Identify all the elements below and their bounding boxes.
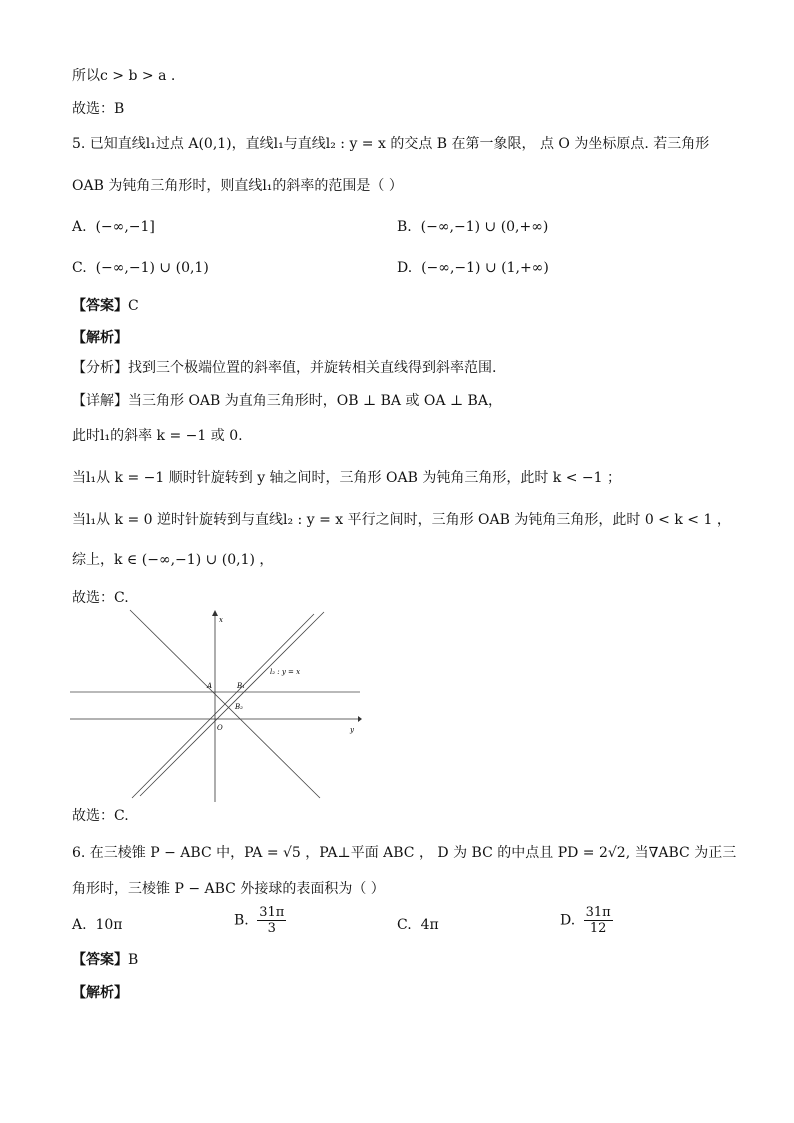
q5-select-1: 故选：C. bbox=[72, 590, 129, 606]
q6-stem-1: 6. 在三棱锥 P − ABC 中，PA = √5 ，PA⊥平面 ABC ， D 为 BC 的中点且 PD = 2√2, 当∇ABC 为正三 bbox=[72, 845, 737, 861]
q5-slope: 此时l₁的斜率 k = −1 或 0. bbox=[72, 428, 243, 444]
line-l2 bbox=[140, 612, 324, 796]
q5-case-2: 当l₁从 k = 0 逆时针旋转到与直线l₂ : y = x 平行之间时，三角形 OAB 为钝角三角形，此时 0 < k < 1 ， bbox=[72, 512, 731, 528]
q5-analysis: 【分析】找到三个极端位置的斜率值，并旋转相关直线得到斜率范围. bbox=[72, 360, 497, 376]
q5-stem-1: 5. 已知直线l₁过点 A(0,1)，直线l₁与直线l₂ : y = x 的交点 B 在第一象限， 点 O 为坐标原点. 若三角形 bbox=[72, 136, 710, 152]
choice-line: 故选：B bbox=[72, 101, 125, 117]
l2-label: l₂ : y = x bbox=[270, 668, 301, 676]
analysis-tag: 【解析】 bbox=[72, 330, 128, 346]
q5-summary: 综上，k ∈ (−∞,−1) ∪ (0,1) ， bbox=[72, 552, 274, 568]
q6-stem-2: 角形时，三棱锥 P − ABC 外接球的表面积为（ ） bbox=[72, 881, 385, 897]
q5-answer: 【答案】C bbox=[72, 298, 139, 314]
line-through-a bbox=[132, 614, 314, 798]
y-axis-arrow bbox=[212, 610, 218, 616]
q5-analysis-heading bbox=[72, 328, 128, 348]
q6-option-b: B. $\frac{31\pi}{3}$ bbox=[234, 905, 285, 936]
point-b1-label: B₁ bbox=[237, 682, 245, 690]
q6-answer: 【答案】B bbox=[72, 952, 139, 968]
q6-option-d: D. $\frac{31\pi}{12}$ bbox=[560, 905, 611, 936]
q6-option-b-fraction: $\frac{31\pi}{3}$ bbox=[259, 905, 285, 936]
q5-detail: 【详解】当三角形 OAB 为直角三角形时，OB ⊥ BA 或 OA ⊥ BA， bbox=[72, 393, 502, 409]
q6-analysis-heading bbox=[72, 983, 128, 1003]
q6-option-d-fraction: $\frac{31\pi}{12}$ bbox=[585, 905, 611, 936]
analysis-tag-q6: 【解析】 bbox=[72, 985, 128, 1001]
q5-stem-2: OAB 为钝角三角形时，则直线l₁的斜率的范围是（ ） bbox=[72, 178, 403, 194]
q6-option-c: C. 4π bbox=[397, 917, 439, 933]
x-axis-label: y bbox=[350, 726, 354, 734]
y-axis-label: x bbox=[219, 616, 223, 624]
q5-option-a: A. (−∞,−1] bbox=[72, 219, 155, 235]
q5-option-b: B. (−∞,−1) ∪ (0,+∞) bbox=[397, 219, 549, 235]
point-b2-label: B₂ bbox=[235, 703, 243, 711]
point-a-label: A bbox=[207, 682, 213, 690]
q6-option-a: A. 10π bbox=[72, 917, 123, 933]
coordinate-figure bbox=[70, 608, 362, 802]
conclusion-line: 所以c > b > a . bbox=[72, 68, 176, 84]
q5-option-c: C. (−∞,−1) ∪ (0,1) bbox=[72, 260, 209, 276]
answer-tag: 【答案】 bbox=[72, 298, 128, 314]
q5-case-1: 当l₁从 k = −1 顺时针旋转到 y 轴之间时，三角形 OAB 为钝角三角形，此时 k < −1 ； bbox=[72, 470, 621, 486]
x-axis-arrow bbox=[358, 716, 362, 722]
q5-select-2: 故选：C. bbox=[72, 808, 129, 824]
origin-label: O bbox=[217, 724, 223, 732]
answer-tag-q6: 【答案】 bbox=[72, 952, 128, 968]
q5-option-d: D. (−∞,−1) ∪ (1,+∞) bbox=[397, 260, 549, 276]
